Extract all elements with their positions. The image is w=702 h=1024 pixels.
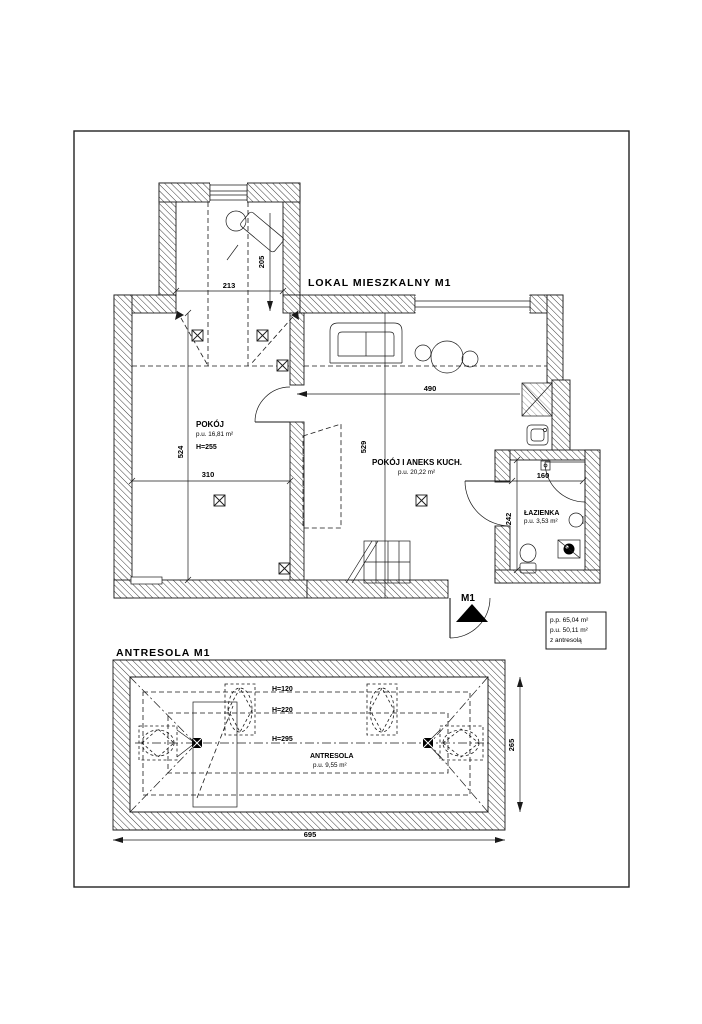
plan-title: LOKAL MIESZKALNY M1	[308, 277, 452, 289]
summary-line-1: p.p. 65,04 m²	[550, 617, 589, 624]
room-area: p.u. 3,53 m²	[524, 518, 558, 525]
dormer-window	[210, 182, 247, 203]
room-area: p.u. 16,81 m²	[196, 431, 234, 438]
dim-living-length: 529	[359, 440, 368, 454]
dim-bath-length: 242	[504, 512, 513, 526]
label-lazienka	[524, 510, 559, 525]
dim-living-width: 490	[423, 384, 437, 393]
dim-dormer-depth: 205	[257, 255, 266, 269]
room-name: POKÓJ I ANEKS KUCH.	[372, 458, 462, 467]
height-label-3: H=295	[272, 736, 293, 743]
entrance-label: M1	[461, 593, 475, 604]
room-name: ANTRESOLA	[310, 753, 354, 760]
room-area: p.u. 20,22 m²	[398, 469, 436, 476]
living-room-window	[415, 296, 530, 312]
room-area: p.u. 9,55 m²	[313, 762, 347, 769]
summary-box	[546, 612, 606, 649]
dim-mezz-depth: 265	[507, 738, 516, 752]
height-label-1: H=120	[272, 686, 293, 693]
dim-dormer-width: 213	[222, 281, 236, 290]
room-height: H=255	[196, 444, 217, 451]
dim-mezz-width: 695	[303, 830, 317, 839]
room-name: ŁAZIENKA	[524, 510, 560, 517]
dim-pokoj-length: 524	[176, 445, 185, 459]
height-label-2: H=220	[272, 707, 293, 714]
page-border	[74, 131, 629, 887]
wall-notch	[131, 577, 162, 584]
mezzanine-title: ANTRESOLA M1	[116, 647, 211, 659]
summary-line-2: p.u. 50,11 m²	[550, 627, 588, 634]
vent-shaft	[522, 383, 552, 416]
dim-bath-width: 160	[536, 471, 550, 480]
summary-line-3: z antresolą	[550, 637, 582, 644]
dim-pokoj-width: 310	[201, 470, 215, 479]
room-name: POKÓJ	[196, 420, 225, 429]
